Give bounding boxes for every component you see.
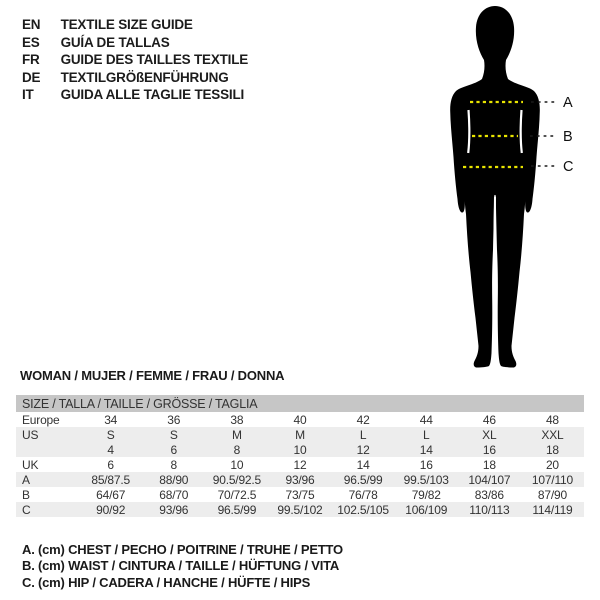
table-cell: 12 (293, 457, 307, 472)
language-code: ES (22, 34, 40, 50)
legend-line: A. (cm) CHEST / PECHO / POITRINE / TRUHE / PETTO (22, 542, 343, 557)
language-code: IT (22, 87, 34, 102)
table-cell: 34 (104, 412, 118, 427)
table-cell: 38 (230, 412, 244, 427)
table-cell: 14 (356, 457, 370, 472)
language-row (22, 86, 248, 104)
table-cell: 16 (419, 457, 433, 472)
table-cell: XL (458, 427, 521, 442)
table-cell: 70/72.5 (217, 487, 257, 502)
marker-c-label: C (563, 159, 574, 175)
table-cell: 99.5/102 (268, 502, 331, 517)
language-title: GUÍA DE TALLAS (60, 34, 170, 50)
table-cell: 87/90 (537, 487, 567, 502)
table-cell: 8 (205, 442, 268, 457)
table-cell: L (395, 427, 458, 442)
table-cell: 88/90 (142, 472, 205, 487)
table-cell: 10 (230, 457, 244, 472)
section-title: WOMAN / MUJER / FEMME / FRAU / DONNA (20, 368, 285, 383)
table-cell: US (16, 427, 79, 442)
table-cell: 90.5/92.5 (205, 472, 268, 487)
table-row-chest (16, 472, 584, 487)
table-cell: 83/86 (474, 487, 504, 502)
table-cell: 42 (356, 412, 370, 427)
table-cell: 106/109 (395, 502, 458, 517)
table-cell: 12 (332, 442, 395, 457)
table-cell: 44 (419, 412, 433, 427)
table-cell: 90/92 (79, 502, 142, 517)
table-cell: 8 (170, 457, 178, 472)
table-cell: 85/87.5 (79, 472, 142, 487)
table-cell: 107/110 (521, 472, 584, 487)
table-cell: S (142, 427, 205, 442)
table-cell: 20 (545, 457, 559, 472)
arm-gap-right (521, 110, 522, 153)
leg-gap (494, 197, 495, 342)
marker-b-label: B (563, 129, 573, 145)
language-list (22, 16, 248, 104)
table-cell: 104/107 (458, 472, 521, 487)
table-cell: M (268, 427, 331, 442)
table-header: SIZE / TALLA / TAILLE / GRÖSSE / TAGLIA (16, 395, 584, 412)
legend-line: C. (cm) HIP / CADERA / HANCHE / HÜFTE / HIPS (22, 574, 311, 590)
table-cell: 64/67 (96, 487, 126, 502)
table-cell: M (205, 427, 268, 442)
woman-silhouette-figure (420, 0, 600, 380)
table-cell: 18 (482, 457, 496, 472)
table-cell (16, 442, 79, 457)
table-cell: 46 (482, 412, 496, 427)
table-cell: 102.5/105 (332, 502, 395, 517)
language-code: DE (22, 69, 41, 85)
language-code: EN (22, 17, 41, 32)
table-cell: 6 (142, 442, 205, 457)
table-cell: 16 (458, 442, 521, 457)
table-cell: B (22, 487, 30, 502)
table-cell: 114/119 (521, 502, 584, 517)
language-row (22, 69, 248, 87)
language-title: GUIDE DES TAILLES TEXTILE (60, 52, 249, 67)
table-cell: 10 (268, 442, 331, 457)
table-cell: 110/113 (458, 502, 521, 517)
table-cell: A (16, 472, 79, 487)
table-cell: 6 (107, 457, 114, 472)
language-code: FR (22, 52, 40, 67)
table-cell: UK (22, 457, 39, 472)
table-cell: 76/78 (348, 487, 378, 502)
table-cell: 14 (395, 442, 458, 457)
table-cell: 96.5/99 (205, 502, 268, 517)
table-row-us (16, 427, 584, 442)
table-cell: 79/82 (411, 487, 441, 502)
table-cell: 68/70 (159, 487, 189, 502)
table-row-hip (16, 502, 584, 517)
table-cell: 36 (167, 412, 181, 427)
marker-a-label: A (563, 95, 573, 111)
table-cell: 93/96 (268, 472, 331, 487)
table-cell: 99.5/103 (395, 472, 458, 487)
table-cell: 4 (79, 442, 142, 457)
measurement-legend (22, 542, 343, 591)
language-row (22, 34, 248, 52)
language-title: GUIDA ALLE TAGLIE TESSILI (60, 87, 245, 102)
table-cell: Europe (22, 412, 60, 427)
language-row (22, 51, 248, 69)
table-row-europe (16, 412, 584, 427)
table-row-us-numeric (16, 442, 584, 457)
table-cell: L (332, 427, 395, 442)
language-title: TEXTILE SIZE GUIDE (60, 17, 193, 32)
feet-gap (491, 352, 499, 369)
arm-gap-left (468, 110, 469, 153)
language-title: TEXTILGRÖßENFÜHRUNG (60, 69, 229, 85)
table-cell: 96.5/99 (332, 472, 395, 487)
language-row (22, 16, 248, 34)
table-cell: 18 (521, 442, 584, 457)
legend-line: B. (cm) WAIST / CINTURA / TAILLE / HÜFTUNG / VITA (22, 558, 340, 574)
table-cell: 40 (293, 412, 307, 427)
table-header-row (16, 395, 584, 412)
table-cell: S (79, 427, 142, 442)
table-row-waist (16, 487, 584, 502)
table-cell: 93/96 (142, 502, 205, 517)
table-cell: 48 (545, 412, 559, 427)
size-table (16, 395, 584, 517)
table-row-uk (16, 457, 584, 472)
table-cell: C (16, 502, 79, 517)
table-cell: XXL (521, 427, 584, 442)
table-cell: 73/75 (285, 487, 315, 502)
